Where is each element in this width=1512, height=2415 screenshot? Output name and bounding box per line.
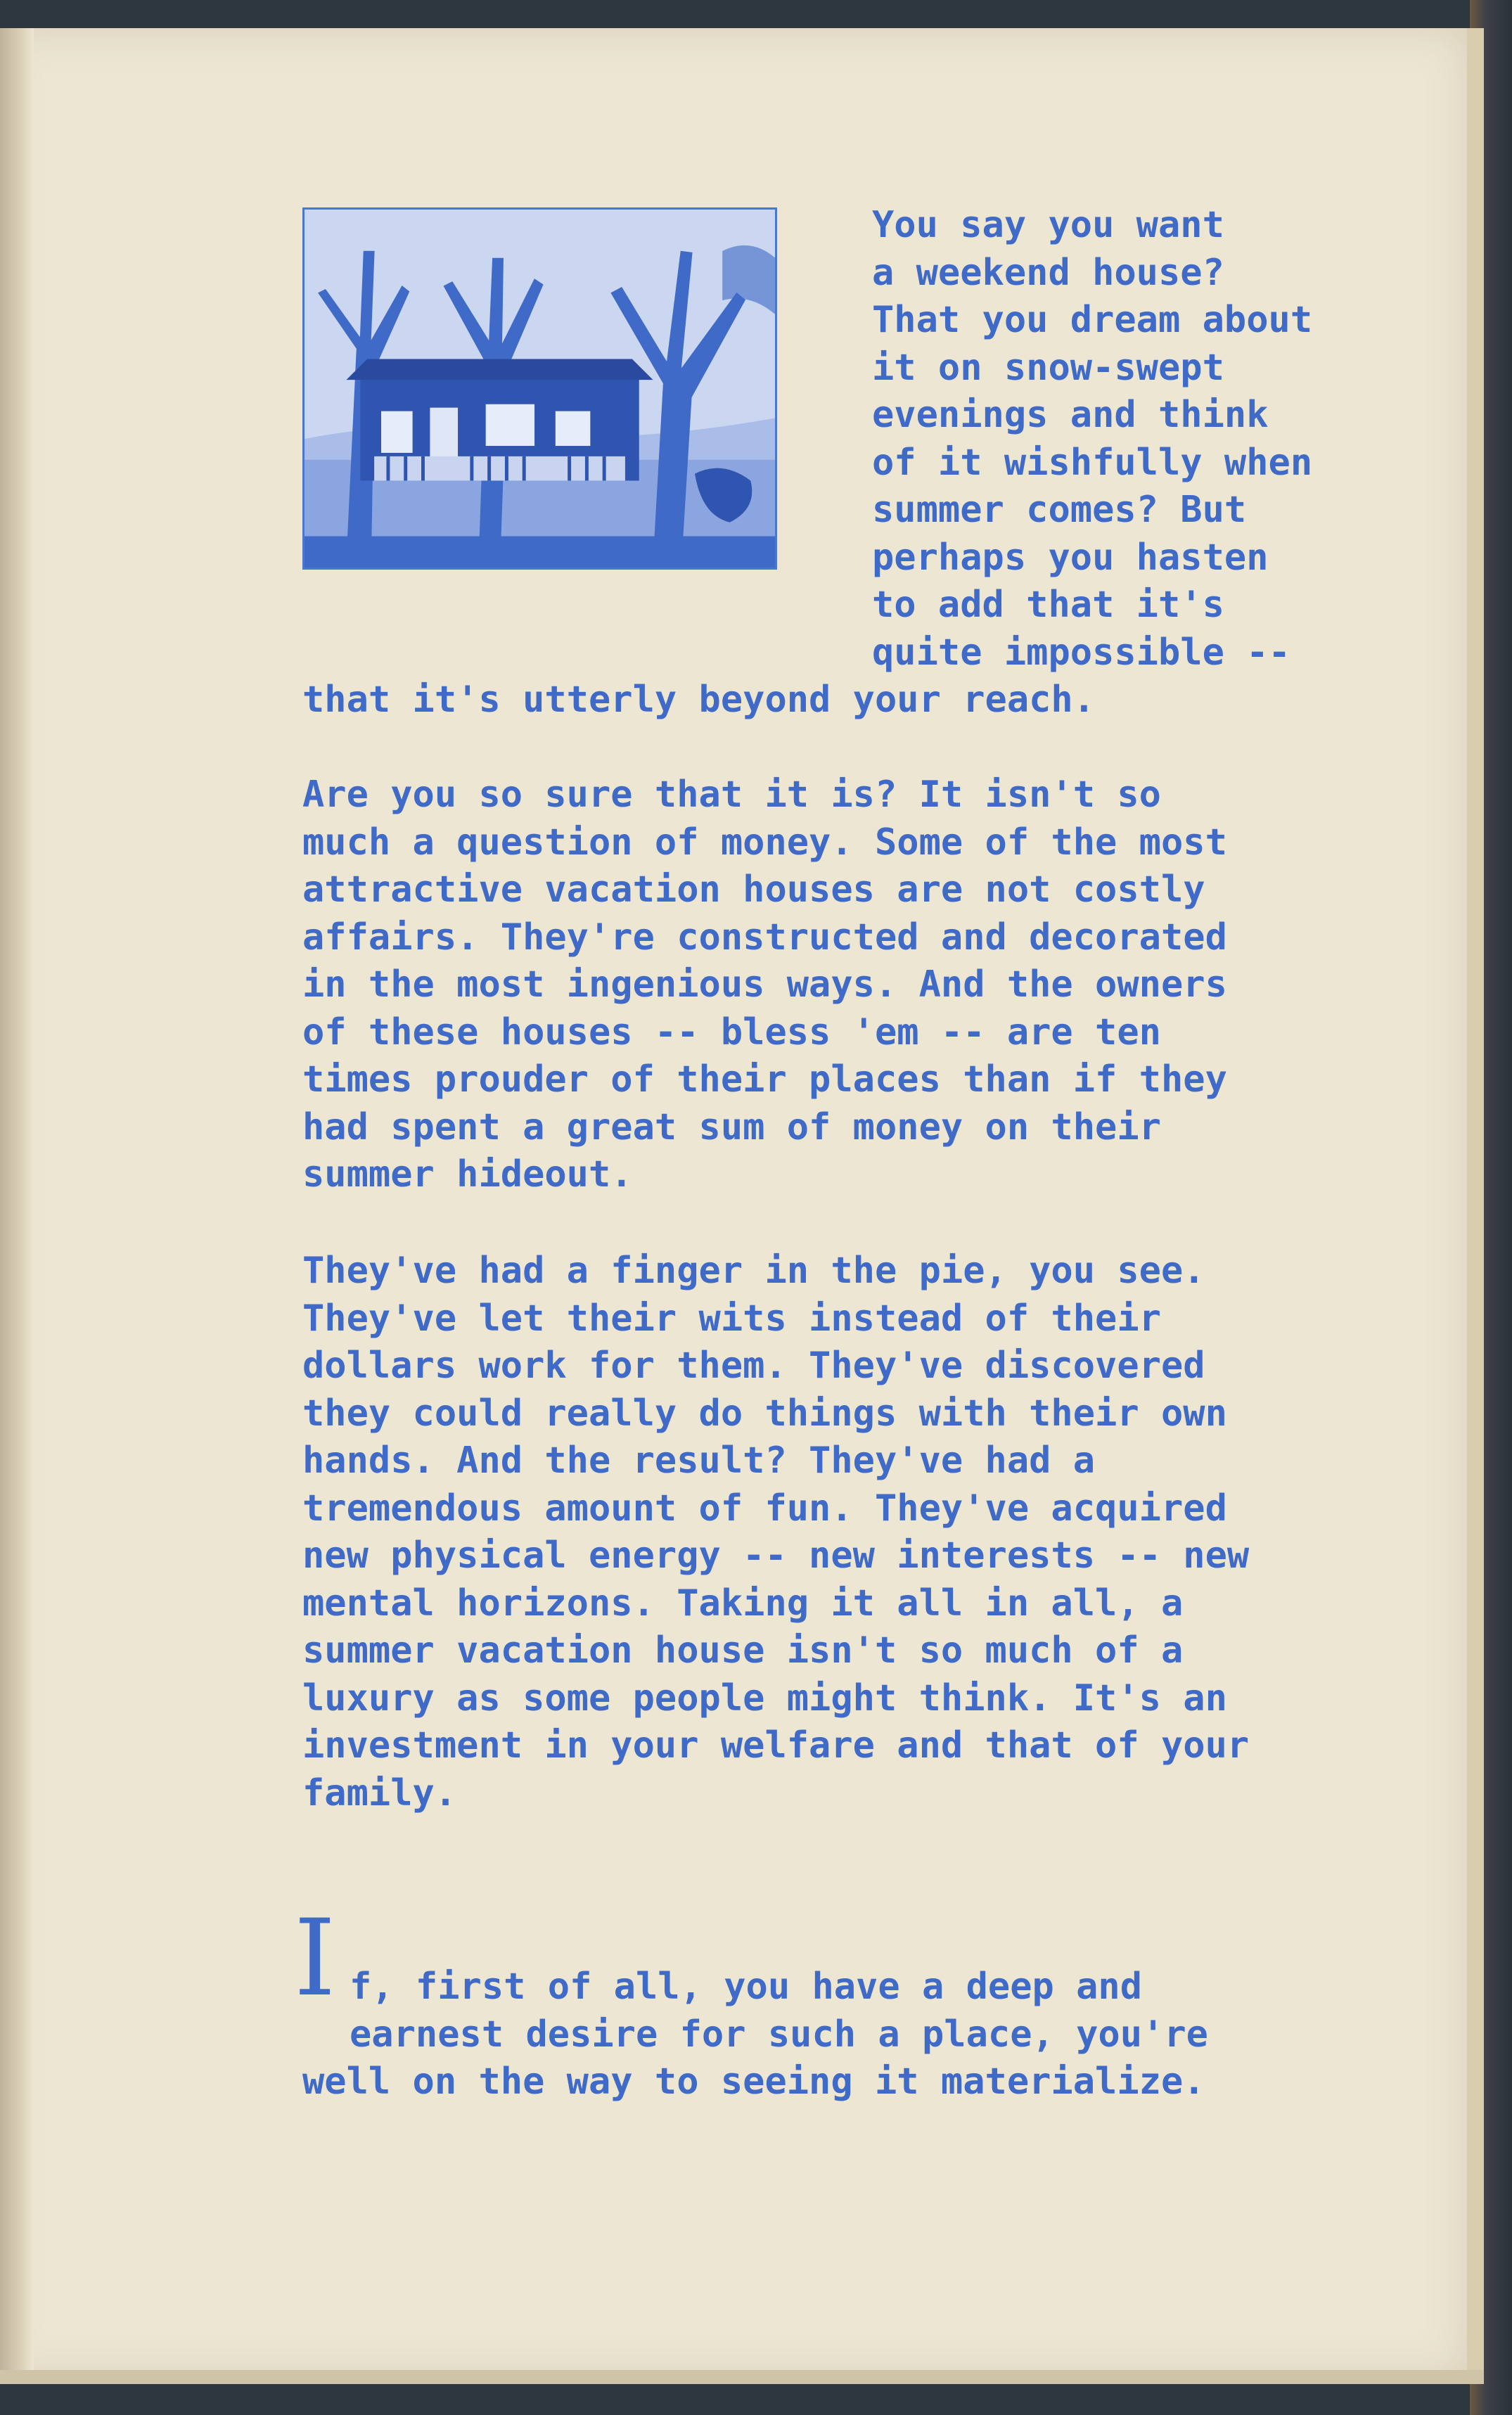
intro-line: of it wishfully when [872,441,1313,484]
house-among-trees-icon [302,207,777,570]
intro-line: a weekend house? [872,251,1224,294]
intro-line: it on snow-swept [872,346,1224,389]
intro-continuation: that it's utterly beyond your reach. [302,679,1096,721]
intro-line: to add that it's [872,584,1224,626]
paragraph-4-last-line: well on the way to seeing it materialize. [302,2061,1205,2103]
intro-line: summer comes? But [872,489,1247,531]
intro-line: You say you want [872,204,1224,246]
paragraph-3: They've had a finger in the pie, you see. They've let their wits instead of their dollars work for them. They've discovered they could really do things with their own hands. And the result? They've had a tremendous amount of fun. They've acquired new physical energy -- new interests -- new mental horizons. Taking it all in all, a summer vacation house isn't so much of a luxury as some people might think. It's an investment in your welfare and that of your family. [302,1250,1250,1814]
page-bottom-edge [0,2370,1484,2384]
paragraph-4-first-lines: f, first of all, you have a deep and earnest desire for such a place, you're [350,1966,1208,2056]
intro-line: perhaps you hasten [872,536,1269,579]
intro-line: quite impossible -- [872,631,1290,674]
page-gutter [0,28,34,2377]
intro-lines [872,202,1312,677]
drop-cap-letter: I [294,1897,336,2020]
intro-line: evenings and think [872,394,1269,436]
intro-line: That you dream about [872,299,1313,341]
paragraph-2: Are you so sure that it is? It isn't so much a question of money. Some of the most attractive vacation houses are not costly affairs. They're constructed and decorated in the most ingenious ways. And the owners of these houses -- bless 'em -- are ten times prouder of their places than if they had spent a great sum of money on their summer hideout. [302,774,1227,1196]
